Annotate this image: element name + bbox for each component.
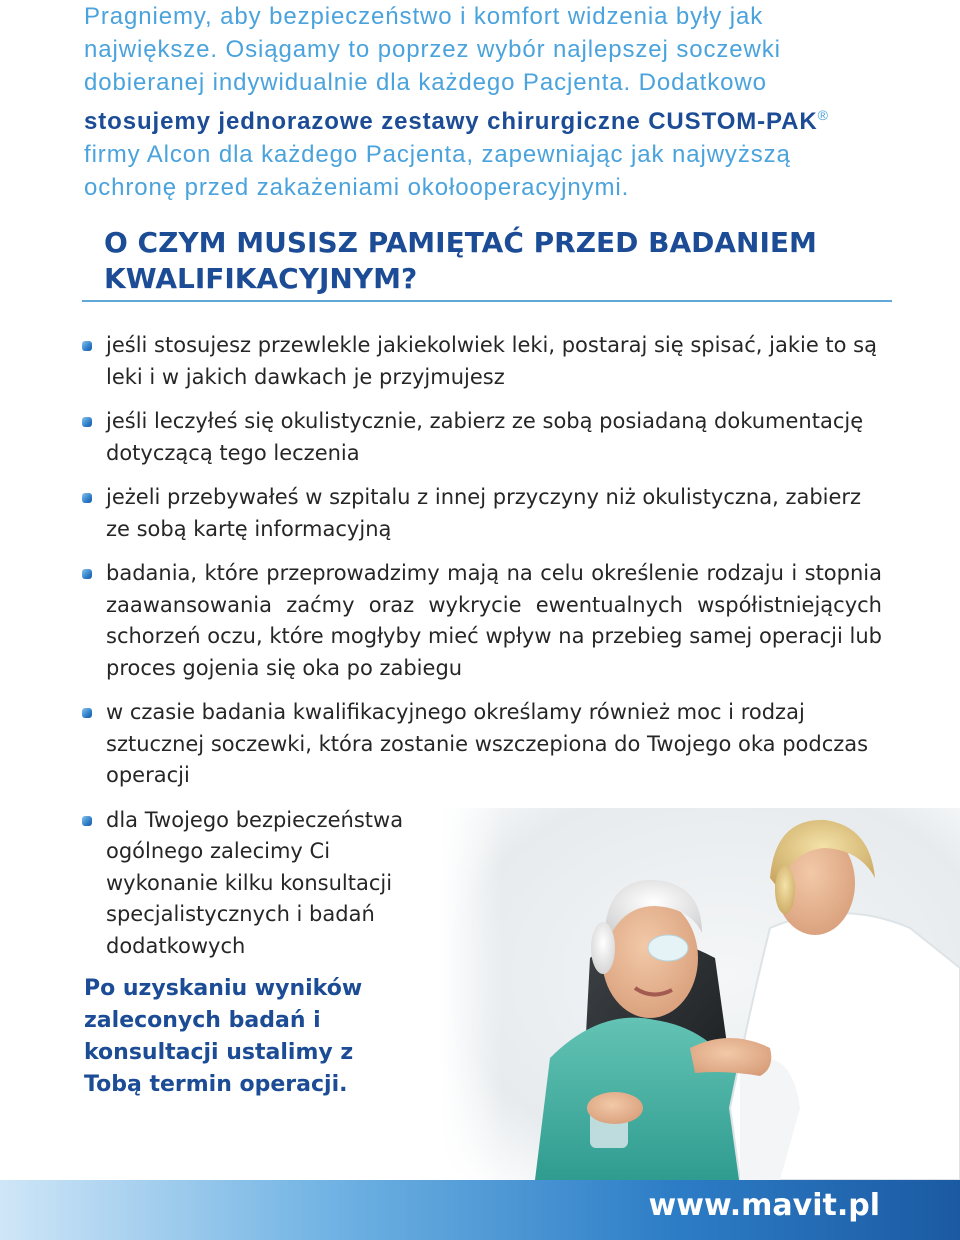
footer-bar <box>0 1180 960 1240</box>
bullet-icon <box>82 341 92 351</box>
list-item <box>82 406 882 469</box>
checklist <box>82 330 882 975</box>
intro-text-1: Pragniemy, aby bezpieczeństwo i komfort widzenia były jak największe. Osiągamy to poprzez wybór najlepszej soczewki dobieranej indywidualnie dla każdego Pacjenta. Dodatkowo <box>84 3 781 96</box>
list-item <box>82 482 882 545</box>
closing-statement: Po uzyskaniu wyników zaleconych badań i konsultacji ustalimy z Tobą termin operacji. <box>84 976 363 1097</box>
bullet-icon <box>82 569 92 579</box>
list-item-text: jeżeli przebywałeś w szpitalu z innej przyczyny niż okulistyczna, zabierz ze sobą kartę informacyjną <box>106 485 862 541</box>
list-item <box>82 558 882 684</box>
bullet-icon <box>82 493 92 503</box>
website-link[interactable]: www.mavit.pl <box>648 1188 880 1223</box>
list-item-text: dla Twojego bezpieczeństwa ogólnego zalecimy Ci wykonanie kilku konsultacji specjalistycznych i badań dodatkowych <box>106 807 404 958</box>
list-item <box>82 697 882 792</box>
bullet-icon <box>82 816 92 826</box>
list-item <box>82 805 436 963</box>
registered-mark: ® <box>817 107 829 123</box>
divider <box>82 300 892 302</box>
intro-text-2: firmy Alcon dla każdego Pacjenta, zapewniając jak najwyższą ochronę przed zakażeniami okołooperacyjnymi. <box>84 141 791 201</box>
bullet-icon <box>82 417 92 427</box>
list-item-text: badania, które przeprowadzimy mają na celu określenie rodzaju i stopnia zaawansowania zaćmy oraz wykrycie ewentualnych współistniejących schorzeń oczu, które mogłyby mieć wpływ na przebieg samej operacji lub proces gojenia się oka po zabiegu <box>106 561 882 680</box>
list-item <box>82 330 882 393</box>
intro-text-bold: stosujemy jednorazowe zestawy chirurgiczne CUSTOM-PAK <box>84 108 818 135</box>
bullet-icon <box>82 708 92 718</box>
intro-paragraph <box>84 0 884 204</box>
list-item-text: w czasie badania kwalifikacyjnego określamy również moc i rodzaj sztucznej soczewki, która zostanie wszczepiona do Twojego oka podczas operacji <box>106 700 869 787</box>
section-title: O CZYM MUSISZ PAMIĘTAĆ PRZED BADANIEM KWALIFIKACYJNYM? <box>104 226 817 295</box>
list-item-text: jeśli stosujesz przewlekle jakiekolwiek leki, postaraj się spisać, jakie to są leki i w jakich dawkach je przyjmujesz <box>106 333 877 389</box>
list-item-text: jeśli leczyłeś się okulistycznie, zabierz ze sobą posiadaną dokumentację dotyczącą tego leczenia <box>106 409 864 465</box>
